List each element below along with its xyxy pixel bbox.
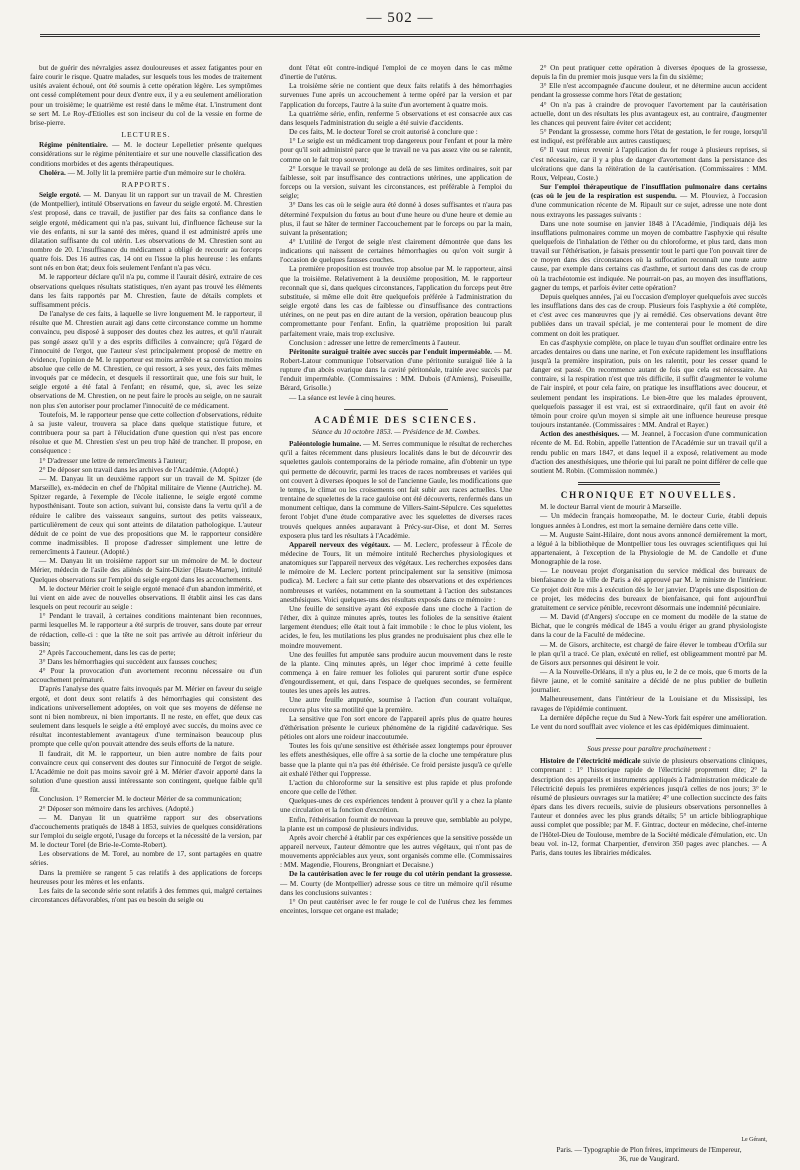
paragraph-text: Sous presse pour paraître prochainement : [587, 745, 711, 754]
paragraph [531, 641, 767, 668]
paragraph-text: M. le docteur Mérier croit le seigle ergoté menacé d'un abandon immérité, et lui vient en aide avec de nouvelles observations. Il établit ainsi les cas dans lesquels on peut recourir au seigle : [30, 584, 262, 612]
paragraph-text: Une des feuilles fut amputée sans produire aucun mouvement dans le reste de la plante. Cinq minutes après, un léger choc imprimé à cette feuille commença à en faire remuer les folioles qui parurent sortir d'une espèce d'engourdissement, et qui, dans l'espace de quelques secondes, se fermèrent toutes les unes après les autres. [280, 650, 512, 696]
paragraph [280, 715, 512, 742]
paragraph-text: 3° Dans les cas où le seigle aura été donné à doses suffisantes et n'aura pas déterminé l'expulsion du fœtus au bout d'une heure ou d'une heure et demie au plus, il faut se hâter de terminer l'accouchement par le forceps ou par la main, suivant la présentation; [280, 201, 512, 237]
paragraph-text: — M. Danyau lit un rapport sur un travail de M. Chrestien (de Montpellier), intitulé Observations en faveur du seigle ergoté. M. Chrestien s'est proposé, dans ce travail, de justifier par des faits sa confiance dans le seigle ergoté, médicament qui n'a pas, suivant lui, d'influence fâcheuse sur la vie des enfants, ni sur la santé des mères, quand il est administré après une dilatation suffisante du col utérin. Les observations de M. Chrestien sont au nombre de 20. L'insuffisance du médicament a obligé de recourir au forceps quatre fois. Des 16 autres cas, 14 ont eu l'issue la plus heureuse : les enfants sont nés en bon état; deux fois seulement l'enfant n'a pas vécu. [30, 191, 262, 273]
paragraph [531, 101, 767, 128]
paragraph-text: 3° Elle n'est accompagnée d'aucune douleur, et ne détermine aucun accident pendant la grossesse comme hors l'état de gestation; [531, 82, 767, 100]
paragraph-text: La quatrième série, enfin, renferme 5 observations et est consacrée aux cas dans lesquels l'administration du seigle a été suivie d'accidents. [280, 109, 512, 127]
paragraph [280, 696, 512, 714]
paragraph-text: Conclusion : adresser une lettre de remercîments à l'auteur. [289, 338, 461, 347]
paragraph [280, 201, 512, 238]
paragraph [531, 128, 767, 146]
column-right [531, 64, 767, 1139]
paragraph [531, 339, 767, 431]
paragraph-text: La sensitive que l'on sort encore de l'appareil après plus de quatre heures d'éthérisation présente le curieux phénomène de la rigidité cadavérique. Ses pétioles ont alors une roideur inaccoutumée. [280, 714, 512, 742]
paragraph [280, 394, 512, 403]
column-middle [280, 64, 512, 1139]
paragraph [30, 667, 262, 685]
paragraph [531, 531, 767, 568]
printer-line-1: Paris. — Typographie de Plon frères, imprimeurs de l'Empereur, [556, 1146, 742, 1154]
paragraph [30, 887, 262, 905]
paragraph-text: — A la Nouvelle-Orléans, il n'y a plus eu, le 2 de ce mois, que 6 morts de la fièvre jaune, et le comité sanitaire a décidé de ne plus publier de bulletin journalier. [531, 668, 767, 695]
paragraph-lead: De la cautérisation avec le fer rouge du col utérin pendant la grossesse. [289, 870, 512, 879]
paragraph [531, 745, 767, 754]
paragraph-text: Séance du 10 octobre 1853. — Présidence de M. Combes. [311, 427, 481, 436]
page-header [40, 10, 760, 50]
paragraph [30, 457, 262, 466]
paragraph [30, 649, 262, 658]
paragraph [280, 440, 512, 541]
paragraph [30, 557, 262, 584]
paragraph-text: LECTURES. [121, 130, 171, 140]
paragraph-text: M. le docteur Barral vient de mourir à Marseille. [540, 503, 682, 512]
paragraph [531, 567, 767, 613]
subsection-heading [30, 180, 262, 189]
paragraph-text: — M. Robert-Latour communique l'observation d'une péritonite suraiguë liée à la rupture d'un abcès ovarique dans la cavité péritonéale, traitée avec succès par l'enduit imperméable. (Commissaires : MM. Dubois (d'Amiens), Poiseuille, Bérard, Grisolle.) [280, 347, 512, 393]
paragraph-text: — Le nouveau projet d'organisation du service médical des bureaux de bienfaisance de la ville de Paris a été approuvé par M. le ministre de l'intérieur. Ce projet doit être mis à exécution dès le 1er janvier. D'après une disposition de ce projet, les médecins des bureaux de bienfaisance, qui font aujourd'hui gratuitement ce service pénible, recevront désormais une indemnité pécuniaire. [531, 567, 767, 612]
paragraph-text: — M. Danyau lit un troisième rapport sur un mémoire de M. le docteur Mérier, médecin de l'asile des aliénés de Saint-Dizier (Haute-Marne), intitulé Quelques observations sur l'emploi du seigle ergoté dans les accouchements. [30, 557, 262, 584]
paragraph [30, 869, 262, 887]
paragraph-text: D'après l'analyse des quatre faits invoqués par M. Mérier en faveur du seigle ergoté, et dont deux sont relatifs à des hémorrhagies qui consistent des indications universellement adoptées, on voit que ses moyens de défense ne sont ni bien nombreux, ni bien importants. Il ne reste, en effet, que deux cas seulement dans lesquels le seigle a été employé avec succès, du moins avec ce résultat incontestablement avantageux d'une terminaison beaucoup plus prompte que celle qu'on pouvait attendre des seuls efforts de la nature. [30, 685, 262, 749]
paragraph [280, 870, 512, 897]
paragraph-text: 1° Le seigle est un médicament trop dangereux pour l'enfant et pour la mère pour qu'il soit administré parce que le travail ne va pas assez vite ou se ralentit, comme on le fait trop souvent; [280, 137, 512, 164]
paragraph [30, 169, 262, 178]
paragraph-text: 2° On peut pratiquer cette opération à diverses époques de la grossesse, depuis la fin du premier mois jusque vers la fin du sixième; [531, 64, 767, 82]
paragraph [280, 797, 512, 815]
paragraph [30, 585, 262, 612]
paragraph-text: De l'analyse de ces faits, à laquelle se livre longuement M. le rapporteur, il résulte que M. Chrestien aurait agi dans cette circonstance comme un homme convaincu, peu disposé à supposer des doutes chez les autres, et qu'il n'aurait pas songé assez qu'il y a des esprits difficiles à convaincre; qu'à l'égard de l'innocuité de l'ergot, que l'auteur s'est principalement proposé de mettre en évidence, l'opinion de M. le rapporteur est moins arrêtée et sa conviction moins absolue que celle de M. Chrestien, ce qui ressort, à ses yeux, des faits mêmes invoqués par ce médecin, et desquels il ressortirait que, une fois sur huit, le seigle ergoté a été fatal à l'enfant; en résumé, que, si, avec les seize observations de M. Chrestien, on ne peut faire le procès au seigle, on ne saurait non plus s'en autoriser pour proclamer l'innocuité de ce médicament. [30, 310, 262, 410]
paragraph-text: Il faudrait, dit M. le rapporteur, un bien autre nombre de faits pour convaincre ceux qui conservent des doutes sur l'innocuité de l'ergot de seigle. L'Académie ne doit pas moins savoir gré à M. Mérier d'avoir apporté dans la solution d'une question aussi intéressante son contingent, quelque faible qu'il fût. [30, 749, 262, 795]
paragraph-text: 3° Dans les hémorrhagies qui succèdent aux fausses couches; [39, 658, 218, 666]
paragraph [280, 816, 512, 834]
paragraph [280, 742, 512, 779]
paragraph-text: Toutes les fois qu'une sensitive est éthérisée assez longtemps pour éprouver les effets anesthésiques, elle offre à sa sortie de la cloche une température plus basse que la plante qui n'a pas été éthérisée. Ce froid persiste jusqu'à ce qu'elle ait exhalé l'éther qui l'oppresse. [280, 742, 512, 778]
paragraph [531, 613, 767, 640]
paragraph-lead: Paléontologie humaine. [289, 440, 362, 449]
paragraph [531, 503, 767, 512]
paragraph-text: — M. Danyau lit un quatrième rapport sur des observations d'accouchements pratiqués de 1848 à 1853, suivies de quelques considérations sur l'emploi du seigle ergoté, l'usage du forceps et la nécessité de la version, par M. le docteur Torel (de Brie-le-Comte-Robert). [30, 813, 262, 850]
paragraph [30, 685, 262, 749]
paragraph-text: Conclusion. 1° Remercier M. le docteur Mérier de sa communication; [39, 795, 242, 804]
paragraph [280, 898, 512, 916]
paragraph-text: 1° On peut cautériser avec le fer rouge le col de l'utérus chez les femmes enceintes, lorsque cet organe est malade; [280, 897, 512, 916]
paragraph-text: Toutefois, M. le rapporteur pense que cette collection d'observations, réduite à sa juste valeur, trouvera sa place dans quelque statistique future, et contribuera pour sa part à l'élucidation d'une question qui n'est pas encore résolue et que M. Chrestien s'est un peu trop hâté de trancher. Il propose, en conséquence : [30, 410, 262, 456]
paragraph [30, 466, 262, 475]
paragraph-text: La première proposition est trouvée trop absolue par M. le rapporteur, ainsi que la troisième. Relativement à la deuxième proposition, M. le rapporteur reconnaît que si, dans quelques circonstances, l'application du forceps peut être substituée, si même elle doit être quelquefois préférée à l'administration du seigle ergoté dans les cas de faiblesse ou d'insuffisance des contractions utérines, on ne peut pas en dire autant de la version, opération beaucoup plus compromettante pour l'enfant. Enfin, la quatrième proposition lui paraît parfaitement vraie, mais trop exclusive. [280, 265, 512, 338]
paragraph [531, 757, 767, 858]
column-left [30, 64, 262, 1139]
paragraph [531, 430, 767, 476]
paragraph [531, 220, 767, 293]
paragraph [531, 293, 767, 339]
paragraph-text: La troisième série ne contient que deux faits relatifs à des hémorrhagies survenues l'une après un accouchement à terme opéré par la version et par l'application du forceps, l'autre à la suite d'un avortement à quatre mois. [280, 82, 512, 109]
paragraph [30, 64, 262, 128]
paragraph [280, 834, 512, 871]
manager-signature: Le Gérant, [741, 1137, 767, 1143]
paragraph [30, 475, 262, 557]
paragraph-text: Dans une note soumise en janvier 1848 à l'Académie, j'indiquais déjà les insufflations pulmonaires comme un moyen de combattre l'asphyxie qui résulte quelquefois de l'inhalation de l'éther ou du chloroforme, et plus tard, dans mon travail sur l'éthérisation, je faisais pressentir tout le parti que l'on pouvait tirer de ce moyen dans des circonstances où la suffocation reconnaît une toute autre cause, par exemple dans certains cas d'asthme, et surtout dans des cas de croup où la trachéotomie est indiquée. Ne pourrait-on pas, au moyen des insufflations, gagner du temps, et parfois éviter cette opération? [531, 219, 767, 292]
page-number: — 502 — [366, 10, 434, 26]
paragraph-text: Depuis quelques années, j'ai eu l'occasion d'employer quelquefois avec succès les insufflations dans des cas de croup. Plusieurs fois l'asphyxie a été complète, et c'est avec ces manœuvres que j'y ai remédié. Ces observations devant être publiées dans un travail spécial, je me contenterai pour le moment de dire comment on doit les pratiquer. [531, 292, 767, 338]
paragraph-text: — M. Courty (de Montpellier) adresse sous ce titre un mémoire qu'il résume dans les conclusions suivantes : [280, 879, 512, 897]
paragraph-text: — Un médecin français homœopathe, M. le docteur Curie, établi depuis longues années à Londres, est mort la semaine dernière dans cette ville. [531, 512, 767, 530]
paragraph-text: Les faits de la seconde série sont relatifs à des femmes qui, malgré certaines circonstances défavorables, n'ont pas eu besoin du seigle ou [30, 886, 262, 905]
paragraph [280, 541, 512, 605]
paragraph [531, 695, 767, 713]
paragraph [30, 411, 262, 457]
paragraph [280, 428, 512, 437]
paragraph-lead: Régime pénitentiaire. [39, 141, 108, 150]
paragraph [30, 273, 262, 310]
subsection-heading [30, 130, 262, 139]
paragraph-text: — M. Jolly lit la première partie d'un mémoire sur le choléra. [65, 168, 246, 177]
paragraph-text: but de guérir des névralgies assez douloureuses et assez fatigantes pour en faire courir le risque. Quatre malades, sur lesquels tous les modes de traitement usités avaient échoué, ont été soumis à cette opération légère. Les symptômes ont cessé complétement pour deux d'entre eux, il y a eu seulement amélioration pour un troisième; le quatrième est resté dans le même état. L'instrument dont se sert M. Le Roy-d'Etiolles est son inciseur du col de la vessie en forme de brise-pierre. [30, 64, 262, 127]
paragraph [531, 714, 767, 732]
paragraph-text: L'action du chloroforme sur la sensitive est plus rapide et plus profonde encore que celle de l'éther. [280, 778, 512, 797]
paragraph [30, 850, 262, 868]
paragraph-text: 2° Déposer son mémoire dans les archives. (Adopté.) [39, 804, 194, 813]
paragraph-text: Une feuille de sensitive ayant été exposée dans une cloche à l'action de l'éther, dix à quinze minutes après, toutes les folioles de la sensitive étaient largement étendues; elle était tout à fait immobile : le choc le plus violent, les acides, le feu, les mutilations les plus grandes ne produisaient plus chez elle le moindre mouvement. [280, 604, 512, 650]
paragraph-lead: Action des anesthésiques. [540, 430, 620, 439]
paragraph-text: RAPPORTS. [121, 179, 171, 189]
paragraph-text: Quelques-unes de ces expériences tendent à prouver qu'il y a chez la plante une circulation et la fonction d'excrétion. [280, 797, 512, 815]
paragraph-text: Une autre feuille amputée, soumise à l'action d'un courant voltaïque, recouvra plus vite sa motilité que la première. [280, 696, 512, 714]
paragraph-text: M. le rapporteur déclare qu'il n'a pu, comme il l'aurait désiré, extraire de ces observations quelques résultats statistiques, n'en ayant pas trouvé les éléments dans les faits rapportés par M. Chrestien, faute de détails complets et suffisamment précis. [30, 273, 262, 309]
paragraph-text: La dernière dépêche reçue du Sud à New-York fait espérer une amélioration. Le vent du nord soufflait avec violence et les cas épidémiques diminuaient. [531, 713, 767, 731]
paragraph-text: — M. Plouviez, à l'occasion d'une communication récente de M. Ripault sur ce sujet, adresse une note dont nous extrayons les passages suivants : [531, 192, 767, 219]
paragraph-text: — M. David (d'Angers) s'occupe en ce moment du modèle de la statue de Bichat, que le congrès médical de 1845 a voulu ériger au grand physiologiste dans la cour de la Faculté de médecine. [531, 613, 767, 640]
paragraph-text: 4° L'utilité de l'ergot de seigle n'est clairement démontrée que dans les indications qui naissent de certaines hémorrhagies ou qu'on voit surgir à l'occasion de quelques fausses couches. [280, 237, 512, 265]
paragraph [30, 658, 262, 667]
paragraph [30, 814, 262, 851]
paragraph-text: — M. de Gisors, architecte, est chargé de faire élever le tombeau d'Orfila sur le plan qu'il a tracé. Ce plan, exécuté en relief, est obligeamment montré par M. de Gisors aux personnes qui désirent le voir. [531, 640, 767, 667]
paragraph-text: — M. Danyau lit un deuxième rapport sur un travail de M. Spitzer (de Marseille), ex-médecin en chef de l'hôpital militaire de Vienne (Autriche). M. Spitzer regarde, à l'exemple de l'école italienne, le seigle ergoté comme hyposthénisant. Toute son action, suivant lui, consiste dans la vertu qu'il a de réduire le calibre des vaisseaux sanguins, surtout des petits vaisseaux, particulièrement de ceux qui sont atteints de dilatation pathologique. L'auteur déduit de ce point de vue des propositions que M. le rapporteur considère comme inadmissibles. Il propose d'adresser simplement une lettre de remercîments à l'auteur. (Adopté.) [30, 474, 262, 557]
paragraph-text: 6° Il vaut mieux revenir à l'application du fer rouge à plusieurs reprises, si c'est nécessaire, car il y a plus de danger d'avortement dans la persistance des ulcérations que dans la réitération de la cautérisation. (Commissaires : MM. Roux, Velpeau, Coste.) [531, 146, 767, 182]
paragraph-text: 5° Pendant la grossesse, comme hors l'état de gestation, le fer rouge, lorsqu'il est indiqué, est préférable aux autres caustiques; [531, 128, 767, 146]
paragraph [531, 64, 767, 82]
paragraph-text: Enfin, l'éthérisation fournit de nouveau la preuve que, semblable au polype, la plante est un composé de plusieurs individus. [280, 815, 512, 833]
paragraph [280, 137, 512, 164]
paragraph-text: CHRONIQUE ET NOUVELLES. [560, 490, 738, 501]
paragraph-lead: Sur l'emploi thérapeutique de l'insufflation pulmonaire dans certains (cas où le jeu de la respiration est suspendu. [531, 183, 767, 201]
paragraph-text: — M. Jeannel, à l'occasion d'une communication récente de M. Ed. Robin, appelle l'attention de l'Académie sur un travail qu'il a rendu public en mars 1847, et dans lequel il a exposé, relativement au mode d'action des anesthésiques, une théorie qui lui paraît ne point différer de celle que soutient M. Robin. (Commission nommée.) [531, 430, 767, 475]
section-heading [280, 416, 512, 425]
paragraph-lead: Seigle ergoté. [39, 191, 81, 200]
paragraph-text: — M. Serres communique le résultat de recherches qu'il a faites récemment dans plusieurs localités dans le but de découvrir des squelettes gaulois contemporains de la période romaine, afin d'obtenir un type qui permette de découvrir, parmi les traces de races nombreuses et variées qui ont couvert à diverses époques le sol de l'ancienne Gaule, les modifications que le temps, le climat ou les croisements ont fait subir aux races actuelles. Une trentaine de squelettes de la race gauloise ont été découverts, renfermés dans un monument celtique, dans la commune de Villers-Saint-Sépulcre. Ces squelettes feront l'objet d'une étude comparative avec les squelettes de diverses races trouvés quelques années auparavant à Précy-sur-Oise, et dont M. Serres exposera plus tard les résultats à l'Académie. [280, 440, 512, 540]
paragraph-text: De ces faits, M. le docteur Torel se croit autorisé à conclure que : [289, 128, 478, 137]
paragraph-text: En cas d'asphyxie complète, on place le tuyau d'un soufflet ordinaire entre les arcades dentaires ou dans une narine, et l'on exécute rapidement les insufflations jusqu'à la première inspiration, puis on les ralentit, pour les cesser quand le danger est passé. On recommence autant de fois que cela est nécessaire. Au contraire, si la respiration n'est que très difficile, il suffit d'augmenter le volume de l'air inspiré, et pour cela faire, on pratique les insufflations avec douceur, et seulement pendant les inspirations. Le bien-être que les malades éprouvent, quelquefois passager il est vrai, est si extraordinaire, qu'il faut en avoir été témoin pour croire qu'un moyen si simple ait une influence heureuse presque toujours instantanée. (Commissaires : MM. Andral et Rayer.) [531, 338, 767, 430]
paragraph [30, 795, 262, 804]
section-heading [531, 491, 767, 500]
paragraph [531, 668, 767, 695]
paragraph [280, 238, 512, 265]
paragraph-text: 2° Lorsque le travail se prolonge au delà de ses limites ordinaires, soit par faiblesse, soit par insuffisance des contractions utérines, une application de forceps ou la version, suivant les circonstances, est préférable à l'emploi du seigle; [280, 164, 512, 201]
paragraph [30, 750, 262, 796]
paragraph [531, 82, 767, 100]
paragraph [280, 165, 512, 202]
paragraph-lead: Choléra. [39, 168, 66, 177]
paragraph-text: suivie de plusieurs observations cliniques, comprenant : 1° l'historique rapide de l'électricité proprement dite; 2° la description des appareils et instruments appliqués à l'administration médicale de l'électricité depuis les premières expériences jusqu'à celles de nos jours; 3° le résumé de plusieurs ouvrages sur la matière; 4° une collection succincte des faits épars dans les divers recueils, suivie de plusieurs observations personnelles à l'auteur et données avec les plus grands détails; 5° un article bibliographique aussi complet que possible; par M. F. Gintrac, docteur en médecine, chef-interne de l'Hôtel-Dieu de Toulouse, membre de la Société médicale d'émulation, etc. Un beau vol. in-12, format Charpentier, d'environ 350 pages avec planches. — A Paris, dans toutes les librairies médicales. [531, 757, 767, 857]
paragraph-text: 4° Pour la provocation d'un avortement reconnu nécessaire ou d'un accouchement prématuré. [30, 667, 262, 685]
paragraph-text: — La séance est levée à cinq heures. [289, 393, 396, 402]
paragraph-text: Dans la première se rangent 5 cas relatifs à des applications de forceps heureuses pour les mères et les enfants. [30, 868, 262, 886]
paragraph-text: 2° Après l'accouchement, dans les cas de perte; [39, 648, 176, 657]
paragraph-text: Après avoir cherché à établir par ces expériences que la sensitive possède un appareil nerveux, l'auteur démontre que les autres végétaux, qui n'ont pas de mouvements appréciables aux yeux, sont organisés comme elle. (Commissaires : MM. Magendie, Flourens, Brongniart et Decaisne.) [280, 833, 512, 870]
paragraph-text: 1° D'adresser une lettre de remercîments à l'auteur; [39, 456, 187, 465]
paragraph-text: Les observations de M. Torel, au nombre de 17, sont partagées en quatre séries. [30, 850, 262, 868]
paragraph [30, 141, 262, 168]
paragraph [280, 651, 512, 697]
paragraph-text: dont l'état eût contre-indiqué l'emploi de ce moyen dans le cas même d'inertie de l'utérus. [280, 64, 512, 82]
paragraph-lead: Appareil nerveux des végétaux. [289, 540, 391, 549]
paragraph [30, 191, 262, 273]
paragraph-text: 2° De déposer son travail dans les archives de l'Académie. (Adopté.) [39, 465, 239, 474]
paragraph [280, 779, 512, 797]
paragraph [280, 348, 512, 394]
paragraph [531, 512, 767, 530]
paragraph-text: 4° On n'a pas à craindre de provoquer l'avortement par la cautérisation actuelle, dont un des résultats les plus avantageux est, au contraire, d'augmenter les chances qui peuvent faire éviter cet accident; [531, 100, 767, 127]
paragraph-text: ACADÉMIE DES SCIENCES. [314, 414, 478, 425]
paragraph-text: — M. le docteur Lepelletier présente quelques considérations sur le régime pénitentiaire et sur une nouvelle classification des conditions morbides et des agents thérapeutiques. [30, 141, 262, 168]
paragraph-lead: Péritonite suraiguë traitée avec succès par l'enduit imperméable. [289, 347, 492, 356]
paragraph [280, 339, 512, 348]
paragraph [30, 805, 262, 814]
paragraph [280, 64, 512, 82]
paragraph-text: — M. Auguste Saint-Hilaire, dont nous avons annoncé dernièrement la mort, a légué à la bibliothèque de Montpellier tous les ouvrages scientifiques qui lui appartenaient, à l'exception de la Physiologie de M. de Candolle et d'une Monographie de la rose. [531, 530, 767, 567]
paragraph [280, 128, 512, 137]
paragraph [280, 605, 512, 651]
printer-line-2: 36, rue de Vaugirard. [618, 1155, 680, 1163]
paragraph-text: Malheureusement, dans l'intérieur de la Louisiane et du Mississipi, les ravages de l'épidémie continuent. [531, 695, 767, 713]
paragraph-text: 1° Pendant le travail, à certaines conditions maintenant bien reconnues, parmi lesquelles M. le rapporteur a été surpris de trouver, sans doute par erreur de rédaction, celle-ci : que la tête ne soit pas arrivée au détroit inférieur du bassin; [30, 612, 262, 648]
paragraph [531, 146, 767, 183]
paragraph-text: — M. Leclerc, professeur à l'École de médecine de Tours, lit un mémoire intitulé Recherches physiologiques et anatomiques sur l'appareil nerveux des végétaux. Les recherches exposées dans le mémoire de M. Leclerc portent principalement sur la sensitive (mimosa pudica). M. Leclerc a fait sur cette plante des observations et des expériences nombreuses et variées, notamment en la soumettant à l'action des substances anesthésiques. Voici quelques-uns des résultats exposés dans ce mémoire : [280, 540, 512, 604]
paragraph [30, 612, 262, 649]
paragraph-lead: Histoire de l'électricité médicale [540, 757, 641, 766]
section-divider [344, 409, 448, 410]
section-divider [578, 482, 720, 485]
paragraph [280, 265, 512, 338]
imprint-footer [531, 1136, 767, 1164]
header-rule [40, 34, 760, 37]
paragraph [280, 110, 512, 128]
paragraph [531, 183, 767, 220]
paragraph [30, 310, 262, 411]
section-divider [596, 738, 702, 739]
paragraph [280, 82, 512, 109]
